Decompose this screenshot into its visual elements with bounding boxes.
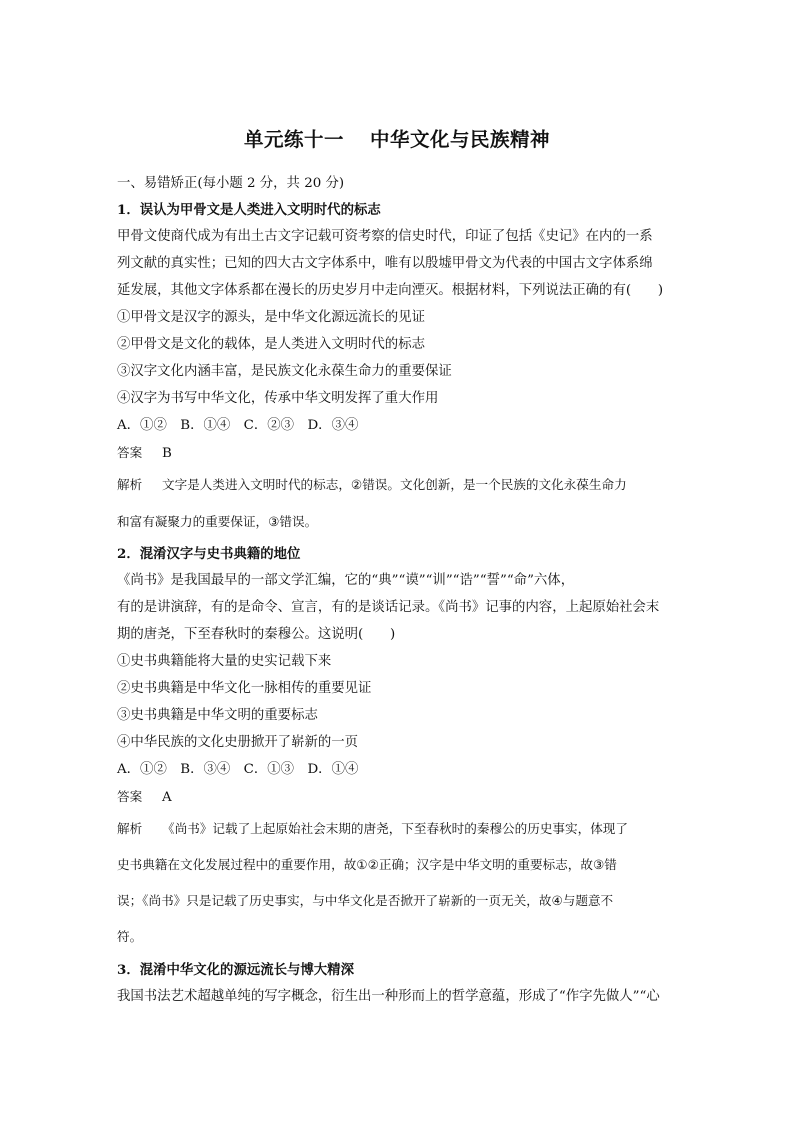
section-heading: 一、易错矫正(每小题 2 分，共 20 分): [117, 176, 345, 191]
question-2-analysis-line-1: [117, 820, 628, 839]
question-2-option-3: ③史书典籍是中华文明的重要标志: [117, 708, 318, 723]
question-2-analysis-line-2: 史书典籍在文化发展过程中的重要作用，故①②正确；汉字是中华文明的重要标志，故③错: [117, 857, 617, 872]
question-2-analysis-line-4: 符。: [117, 929, 143, 944]
question-1-option-1: ①甲骨文是汉字的源头，是中华文化源远流长的见证: [117, 310, 425, 325]
title-topic: 中华文化与民族精神: [370, 128, 551, 151]
question-1-option-3: ③汉字文化内涵丰富，是民族文化永葆生命力的重要保证: [117, 364, 452, 379]
question-2-option-1: ①史书典籍能将大量的史实记载下来: [117, 654, 332, 669]
question-2-choices: A．①② B．③④ C．①③ D．①④: [117, 762, 359, 777]
question-2-answer: [117, 788, 172, 807]
question-1-answer: [117, 444, 172, 463]
question-1-option-4: ④汉字为书写中华文化，传承中华文明发挥了重大作用: [117, 391, 439, 406]
question-2-option-4: ④中华民族的文化史册掀开了崭新的一页: [117, 735, 359, 750]
question-2-stem-line-2: 有的是讲演辞，有的是命令、宣言，有的是谈话记录。《尚书》记事的内容，上起原始社会末: [117, 600, 660, 615]
question-2-heading: 2．混淆汉字与史书典籍的地位: [117, 546, 301, 562]
question-1-stem-line-1: 甲骨文使商代成为有出土古文字记载可资考察的信史时代，印证了包括《史记》在内的一系: [117, 229, 653, 244]
question-1-stem-line-3: 延发展，其他文字体系都在漫长的历史岁月中走向湮灭。根据材料，下列说法正确的有( ): [117, 283, 664, 298]
title-unit: 单元练十一: [243, 128, 344, 151]
question-1-choices: A．①② B．①④ C．②③ D．③④: [117, 418, 359, 433]
analysis-text: 《尚书》记载了上起原始社会末期的唐尧，下至春秋时的秦穆公的历史事实，体现了: [162, 821, 628, 836]
question-1-option-2: ②甲骨文是文化的载体，是人类进入文明时代的标志: [117, 337, 425, 352]
question-3-heading: 3．混淆中华文化的源远流长与博大精深: [117, 962, 354, 978]
question-3-stem-line-1: 我国书法艺术超越单纯的写字概念，衍生出一种形而上的哲学意蕴，形成了“作字先做人”“心: [117, 989, 660, 1004]
question-2-analysis-line-3: 误；《尚书》只是记载了历史事实，与中华文化是否掀开了崭新的一页无关，故④与题意不: [117, 893, 614, 908]
analysis-label: 解析: [117, 821, 143, 836]
answer-value: B: [162, 446, 172, 461]
question-2-option-2: ②史书典籍是中华文化一脉相传的重要见证: [117, 681, 372, 696]
analysis-text: 文字是人类进入文明时代的标志，②错误。文化创新，是一个民族的文化永葆生命力: [162, 477, 627, 492]
answer-label: 答案: [117, 445, 143, 460]
question-1-heading: 1．误认为甲骨文是人类进入文明时代的标志: [117, 202, 381, 218]
question-2-stem-line-1: 《尚书》是我国最早的一部文学汇编，它的“典”“谟”“训”“诰”“誓”“命”六体，: [117, 573, 575, 588]
question-1-analysis-line-1: [117, 476, 627, 495]
answer-label: 答案: [117, 789, 143, 804]
question-2-stem-line-3: 期的唐尧，下至春秋时的秦穆公。这说明( ): [117, 627, 396, 642]
page-title: [0, 124, 794, 152]
question-1-analysis-line-2: 和富有凝聚力的重要保证，③错误。: [117, 514, 318, 529]
analysis-label: 解析: [117, 477, 143, 492]
answer-value: A: [162, 790, 172, 805]
question-1-stem-line-2: 列文献的真实性；已知的四大古文字体系中，唯有以殷墟甲骨文为代表的中国古文字体系绵: [117, 256, 653, 271]
